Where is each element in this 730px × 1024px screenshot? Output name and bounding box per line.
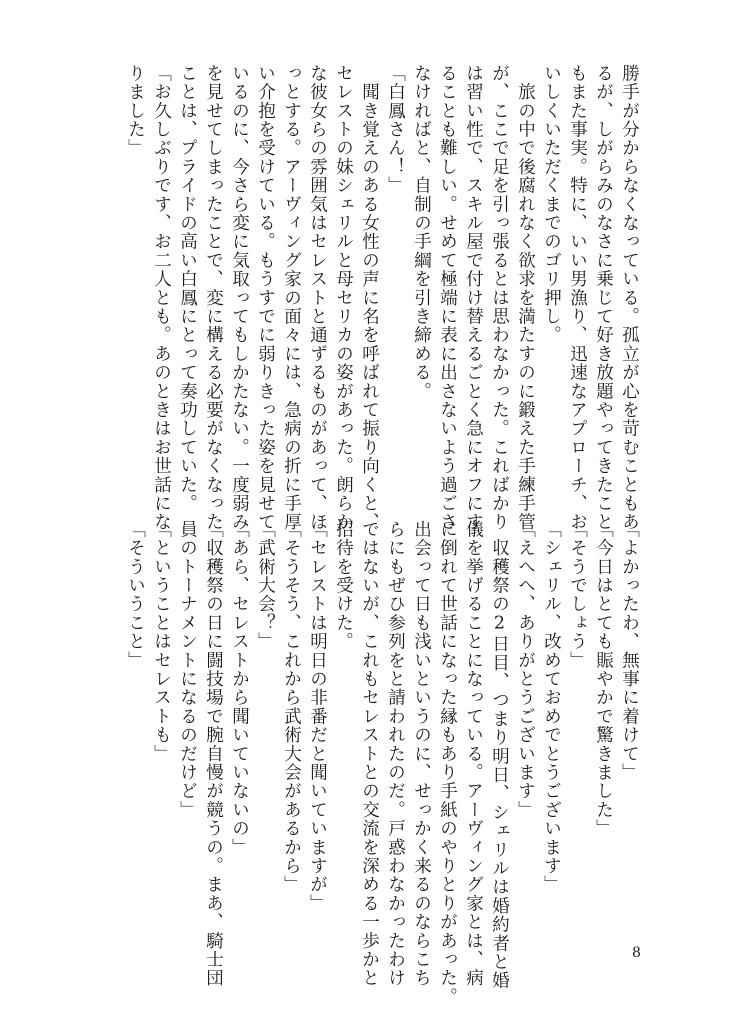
text-column: 勝手が分からなくなっている。孤立が心を苛むこともあ	[619, 64, 640, 532]
text-column: い介抱を受けている。もうすでに弱りきった姿を見せて	[255, 64, 276, 532]
text-column: 「えへへ、ありがとうございます」	[515, 520, 536, 820]
text-column: 収穫祭の2日目、つまり明日、シェリルは婚約者と婚	[489, 520, 510, 990]
text-column: るが、しがらみのなさに乗じて好き放題やってきたこと	[593, 64, 614, 532]
text-column: いしくいただくまでのゴリ押し。	[541, 64, 562, 345]
text-column: 員のトーナメントになるのだけど」	[177, 520, 198, 820]
text-column: ではないが、これもセレストとの交流を深める一歩かと	[359, 520, 380, 988]
text-column: な彼女らの雰囲気はセレストと通ずるものがあって、ほ	[307, 64, 328, 532]
text-column: 「ということはセレストも」	[151, 520, 172, 764]
text-column: 出会って日も浅いというのに、せっかく来るのならこち	[411, 520, 432, 988]
text-column: 「あら、セレストから聞いていないの」	[229, 520, 250, 857]
text-column: ことは、プライドの高い白鳳にとって奏功していた。	[177, 64, 198, 513]
text-column: いるのに、今さら変に気取ってもしかたない。一度弱み	[229, 64, 250, 532]
text-column: 「よかったわ、無事に着けて」	[619, 520, 640, 782]
text-column: らにもぜひ参列をと請われたのだ。戸惑わなかったわけ	[385, 520, 406, 988]
text-column: 「収穫祭の日に闘技場で腕自慢が競うの。まあ、騎士団	[203, 520, 224, 988]
text-column: ることも難しい。せめて極端に表に出さないよう過ごさ	[437, 64, 458, 532]
text-column: 「お久しぶりです、お二人とも。あのときはお世話にな	[151, 64, 172, 532]
text-column: セレストの妹シェリルと母セリカの姿があった。朗らか	[333, 64, 354, 532]
text-column: 旅の中で後腐れなく欲求を満たすのに鍛えた手練手管	[515, 64, 536, 532]
text-column: に倒れて世話になった縁もあり手紙のやりとりがあった。	[437, 520, 458, 1007]
text-column: が、ここで足を引っ張るとは思わなかった。こればかり	[489, 64, 510, 532]
page-number: 8	[632, 945, 641, 961]
text-column: 「白鳳さん！」	[385, 64, 406, 195]
text-column: 「そうでしょう」	[567, 520, 588, 670]
text-column: を見せてしまったことで、変に構える必要がなくなった	[203, 64, 224, 532]
text-column: もまた事実。特に、いい男漁り、迅速なアプローチ、お	[567, 64, 588, 532]
text-column: 招待を受けた。	[333, 520, 354, 651]
text-column: は習い性で、スキル屋で付け替えるごとく急にオフにす	[463, 64, 484, 532]
text-column: 「セレストは明日の非番だと聞いていますが」	[307, 520, 328, 913]
text-column: 「そうそう、これから武術大会があるから」	[281, 520, 302, 894]
text-column: っとする。アーヴィング家の面々には、急病の折に手厚	[281, 64, 302, 532]
text-column: なければと、自制の手綱を引き締める。	[411, 64, 432, 401]
text-column: 「そういうこと」	[125, 520, 146, 670]
text-column: 「シェリル、改めておめでとうございます」	[541, 520, 562, 894]
text-column: 聞き覚えのある女性の声に名を呼ばれて振り向くと、	[359, 64, 380, 532]
text-column: りました」	[125, 64, 146, 158]
text-column: 「武術大会？」	[255, 520, 276, 651]
text-column: 「今日はとても賑やかで驚きました」	[593, 520, 614, 838]
text-column: 儀を挙げることになっている。アーヴィング家とは、病	[463, 520, 484, 988]
